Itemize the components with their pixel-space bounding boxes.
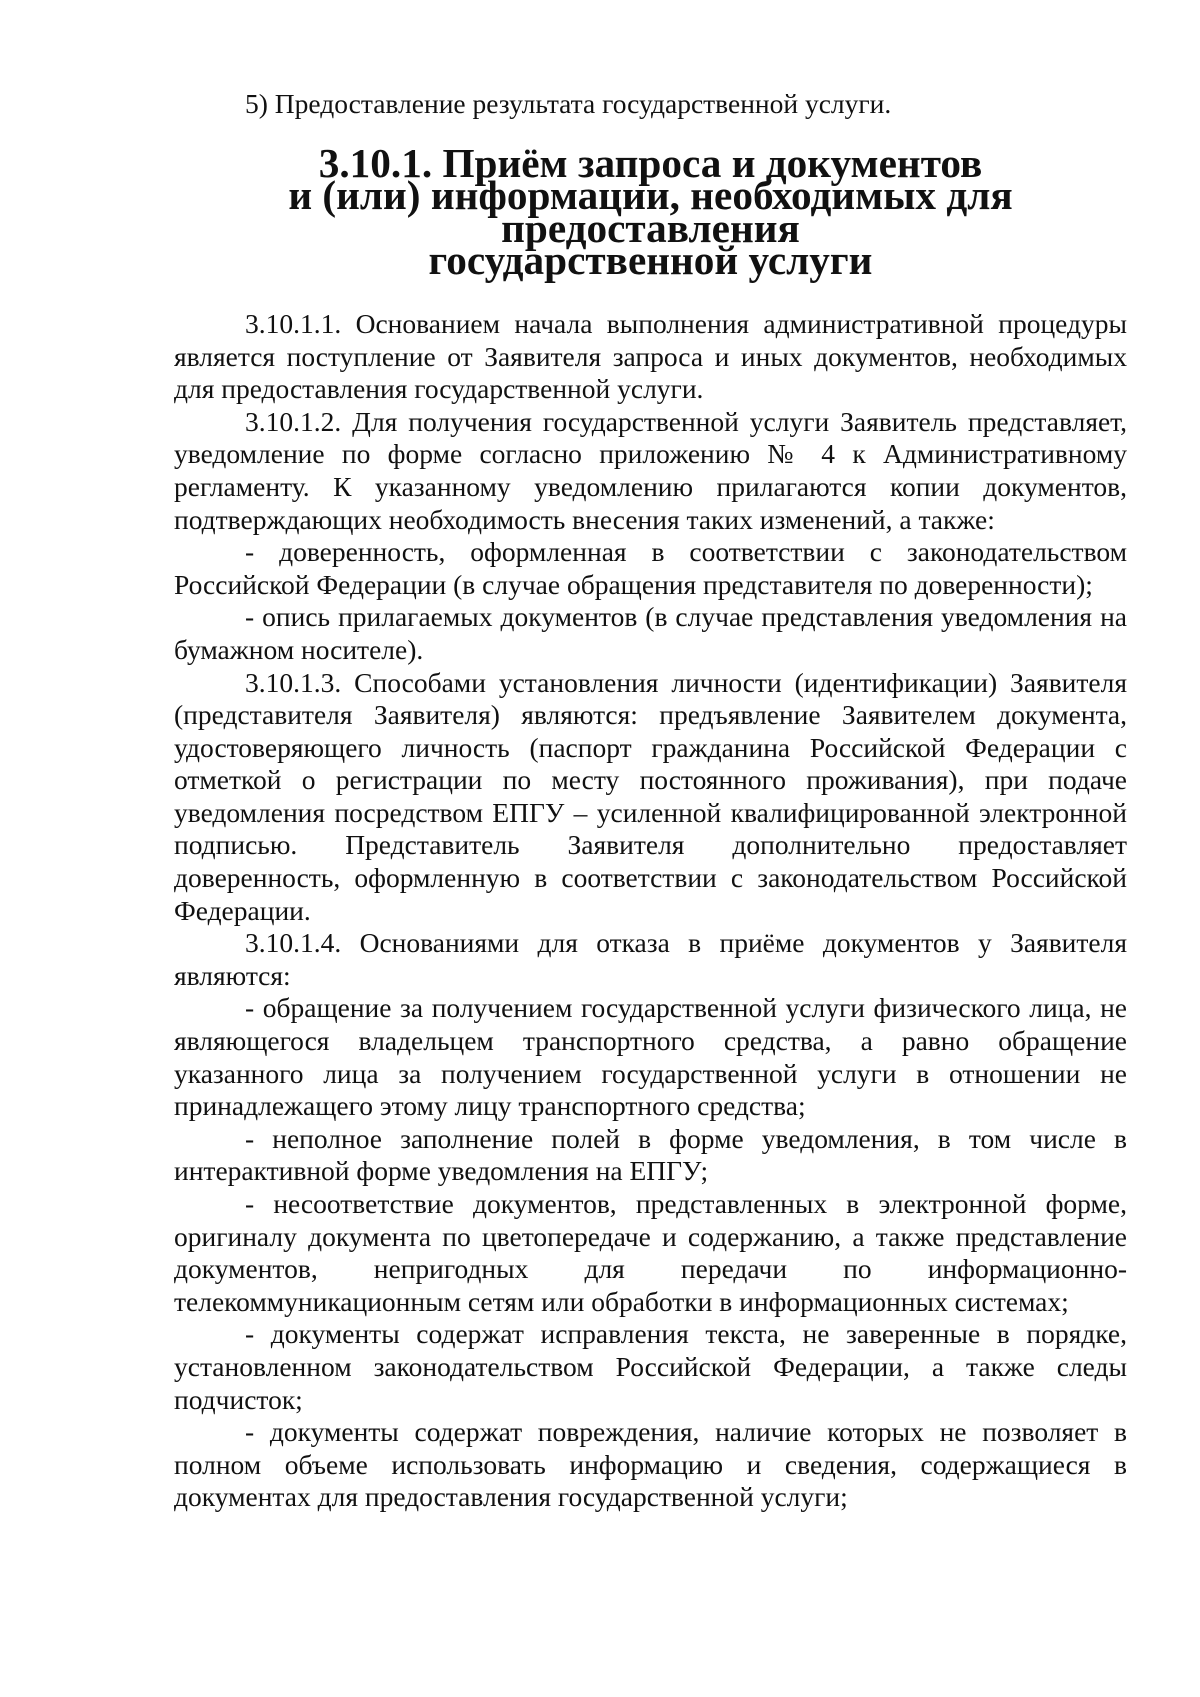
list-item-corrections: - документы содержат исправления текста, не заверенные в порядке, установленном законодательством Российской Федерации, а также следы подчисток; xyxy=(174,1318,1127,1415)
list-item-power-of-attorney: - доверенность, оформленная в соответствии с законодательством Российской Федерации (в случае обращения представителя по доверенности); xyxy=(174,536,1127,600)
paragraph-3-10-1-1: 3.10.1.1. Основанием начала выполнения административной процедуры является поступление от Заявителя запроса и иных документов, необходимых для предоставления государственной услуги. xyxy=(174,307,1127,405)
section-heading-line-3: государственной услуги xyxy=(428,237,873,284)
paragraph-3-10-1-2: 3.10.1.2. Для получения государственной услуги Заявитель представляет, уведомление по форме согласно приложению № 4 к Административному регламенту. К указанному уведомлению прилагаются копии документов, подтверждающих необходимость внесения таких изменений, а также: xyxy=(174,405,1127,535)
list-item-mismatch: - несоответствие документов, представленных в электронной форме, оригиналу документа по цветопередаче и содержанию, а также представление документов, непригодных для передачи по информационно-телекоммуникационным сетям или обработки в информационных системах; xyxy=(174,1188,1127,1317)
list-item-inventory: - опись прилагаемых документов (в случае представления уведомления на бумажном носителе). xyxy=(174,601,1127,665)
section-heading-line-2: и (или) информации, необходимых для предоставления xyxy=(288,172,1013,251)
list-item-damage: - документы содержат повреждения, наличие которых не позволяет в полном объеме использовать информацию и сведения, содержащиеся в документах для предоставления государственной услуги; xyxy=(174,1416,1127,1513)
section-heading-line-1: 3.10.1. Приём запроса и документов xyxy=(318,139,983,186)
intro-line: 5) Предоставление результата государственной услуги. xyxy=(245,88,892,119)
document-page xyxy=(174,88,1127,1514)
paragraph-3-10-1-4: 3.10.1.4. Основаниями для отказа в приёме документов у Заявителя являются: xyxy=(174,927,1127,991)
paragraph-3-10-1-3: 3.10.1.3. Способами установления личности (идентификации) Заявителя (представителя Заявителя) являются: предъявление Заявителем документа, удостоверяющего личность (паспорт гражданина Российской Федерации с отметкой о регистрации по месту постоянного проживания), при подаче уведомления посредством ЕПГУ – усиленной квалифицированной электронной подписью. Представитель Заявителя дополнительно предоставляет доверенность, оформленную в соответствии с законодательством Российской Федерации. xyxy=(174,666,1127,926)
list-item-not-owner: - обращение за получением государственной услуги физического лица, не являющегося владельцем транспортного средства, а равно обращение указанного лица за получением государственной услуги в отношении не принадлежащего этому лицу транспортного средства; xyxy=(174,992,1127,1122)
list-item-incomplete-form: - неполное заполнение полей в форме уведомления, в том числе в интерактивной форме уведомления на ЕПГУ; xyxy=(174,1122,1127,1187)
section-heading xyxy=(174,139,1127,284)
